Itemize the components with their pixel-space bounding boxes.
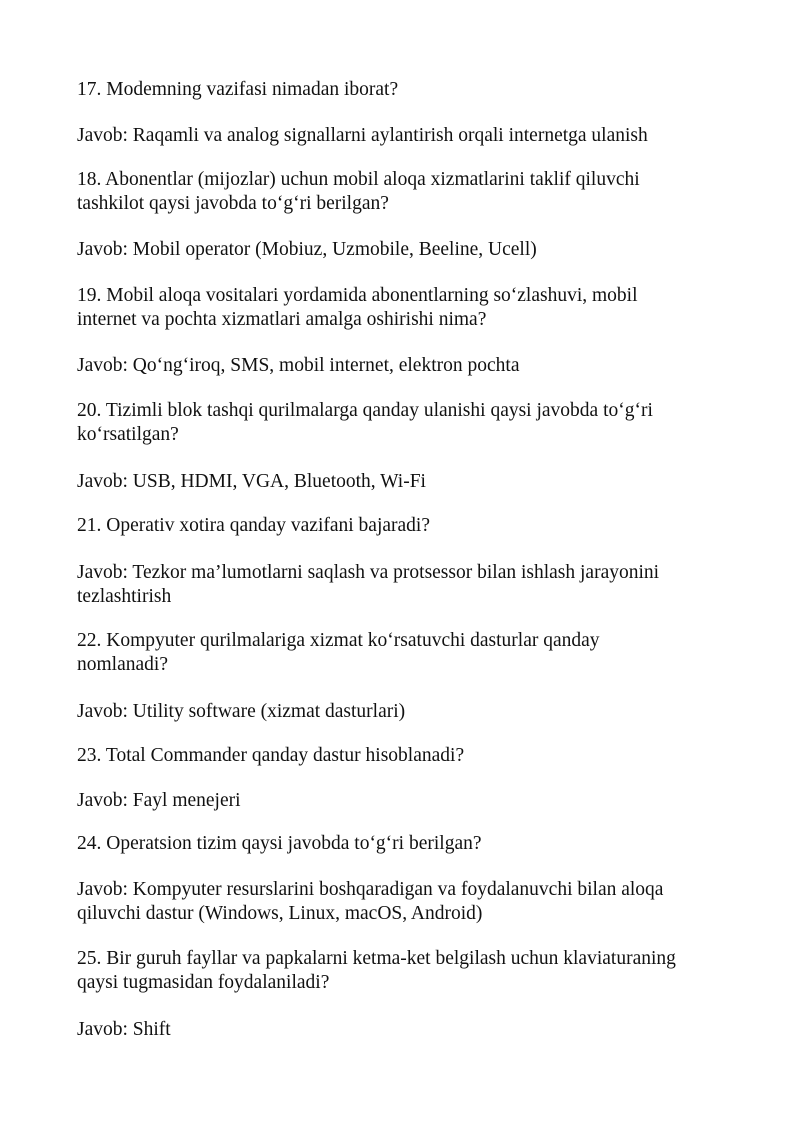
answer-21-line-1: Javob: Tezkor ma’lumotlarni saqlash va protsessor bilan ishlash jarayonini — [77, 562, 660, 583]
answer-24-line-2: qiluvchi dastur (Windows, Linux, macOS, Android) — [77, 903, 483, 924]
question-20-line-1: 20. Tizimli blok tashqi qurilmalarga qanday ulanishi qaysi javobda to‘g‘ri — [77, 400, 653, 421]
question-24-line-1: 24. Operatsion tizim qaysi javobda to‘g‘ri berilgan? — [77, 833, 482, 854]
question-25-line-2: qaysi tugmasidan foydalaniladi? — [77, 972, 330, 993]
question-20-line-2: ko‘rsatilgan? — [77, 424, 179, 445]
answer-21-line-2: tezlashtirish — [77, 586, 172, 607]
question-19-line-2: internet va pochta xizmatlari amalga oshirishi nima? — [77, 309, 487, 330]
question-18-line-1: 18. Abonentlar (mijozlar) uchun mobil aloqa xizmatlarini taklif qiluvchi — [77, 169, 640, 190]
question-21-line-1: 21. Operativ xotira qanday vazifani bajaradi? — [77, 515, 431, 536]
answer-18-line-1: Javob: Mobil operator (Mobiuz, Uzmobile, Beeline, Ucell) — [77, 239, 537, 260]
answer-22-line-1: Javob: Utility software (xizmat dasturlari) — [77, 701, 406, 722]
question-19-line-1: 19. Mobil aloqa vositalari yordamida abonentlarning so‘zlashuvi, mobil — [77, 285, 638, 306]
answer-23-line-1: Javob: Fayl menejeri — [77, 790, 241, 811]
answer-20-line-1: Javob: USB, HDMI, VGA, Bluetooth, Wi-Fi — [77, 471, 426, 492]
answer-25-line-1: Javob: Shift — [77, 1019, 171, 1040]
question-22-line-1: 22. Kompyuter qurilmalariga xizmat ko‘rsatuvchi dasturlar qanday — [77, 630, 600, 651]
question-23-line-1: 23. Total Commander qanday dastur hisoblanadi? — [77, 745, 465, 766]
question-22-line-2: nomlanadi? — [77, 654, 168, 675]
answer-17-line-1: Javob: Raqamli va analog signallarni aylantirish orqali internetga ulanish — [77, 125, 648, 146]
question-25-line-1: 25. Bir guruh fayllar va papkalarni ketma-ket belgilash uchun klaviaturaning — [77, 948, 676, 969]
answer-24-line-1: Javob: Kompyuter resurslarini boshqaradigan va foydalanuvchi bilan aloqa — [77, 879, 664, 900]
question-17-line-1: 17. Modemning vazifasi nimadan iborat? — [77, 79, 399, 100]
answer-19-line-1: Javob: Qo‘ng‘iroq, SMS, mobil internet, elektron pochta — [77, 355, 520, 376]
question-18-line-2: tashkilot qaysi javobda to‘g‘ri berilgan? — [77, 193, 389, 214]
